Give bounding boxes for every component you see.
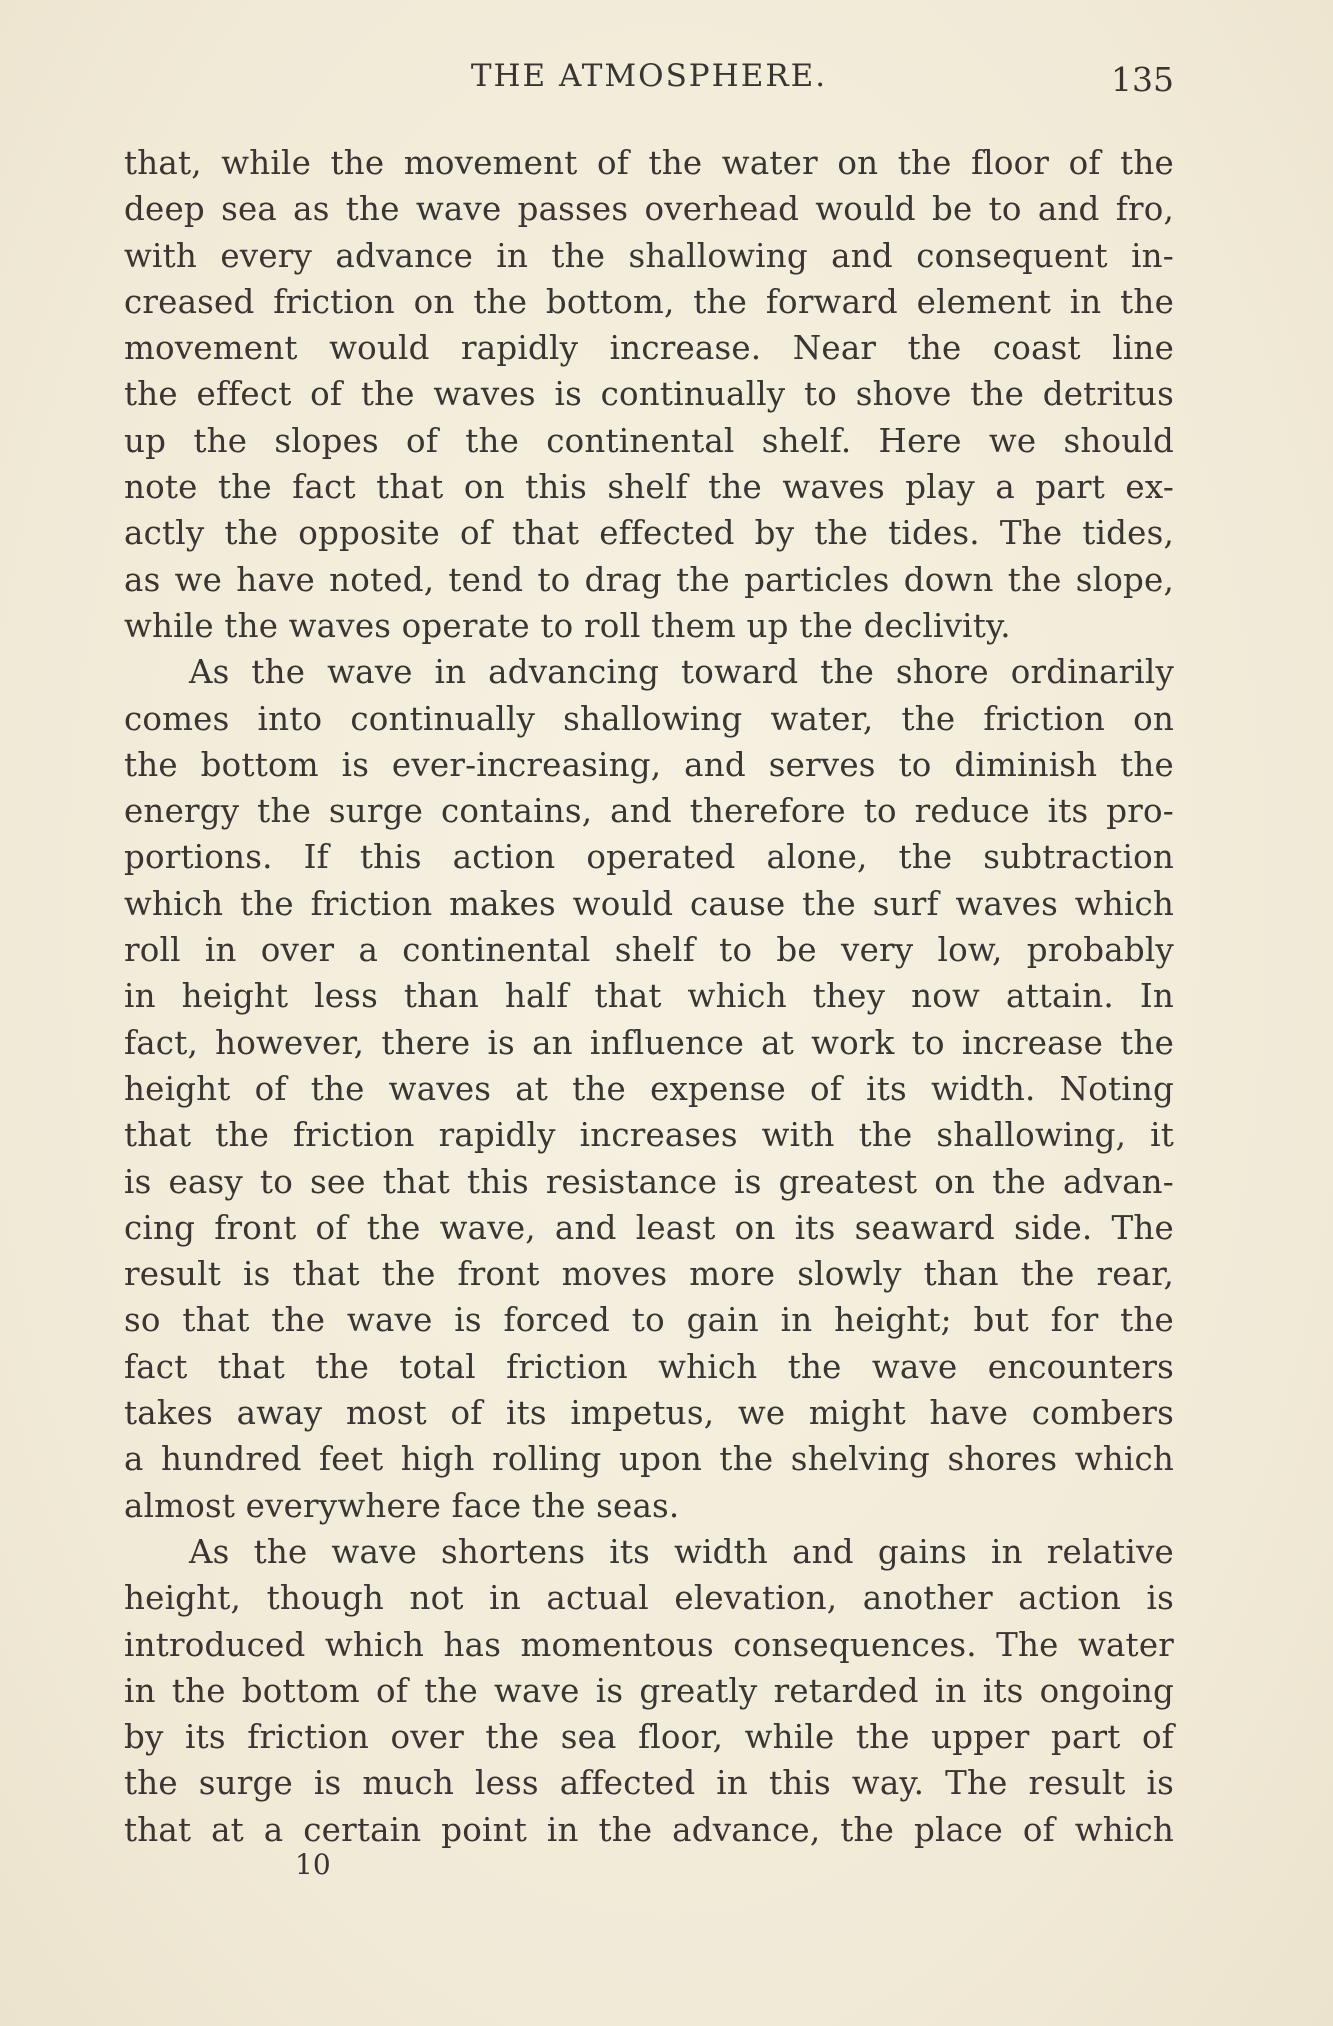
text-line: cing front of the wave, and least on its seaward side. The <box>124 1208 1174 1247</box>
text-line: is easy to see that this resistance is greatest on the advan- <box>124 1162 1174 1201</box>
text-line: that the friction rapidly increases with the shallowing, it <box>124 1116 1174 1155</box>
page-number: 135 <box>1111 60 1174 99</box>
text-line: deep sea as the wave passes overhead would be to and fro, <box>124 190 1174 229</box>
text-line: movement would rapidly increase. Near the coast line <box>124 329 1174 368</box>
text-line: which the friction makes would cause the surf waves which <box>124 884 1174 923</box>
text-line: roll in over a continental shelf to be very low, probably <box>124 931 1174 970</box>
text-line: with every advance in the shallowing and consequent in- <box>124 236 1174 275</box>
text-line: height of the waves at the expense of its width. Noting <box>124 1069 1174 1108</box>
text-line: the effect of the waves is continually to shove the detritus <box>124 375 1174 414</box>
text-line: note the fact that on this shelf the waves play a part ex- <box>124 468 1174 507</box>
body-text <box>124 140 1174 1853</box>
text-line: takes away most of its impetus, we might have combers <box>124 1394 1174 1433</box>
text-line: as we have noted, tend to drag the particles down the slope, <box>124 560 1174 599</box>
text-line: As the wave in advancing toward the shore ordinarily <box>189 653 1174 692</box>
text-line: creased friction on the bottom, the forward element in the <box>124 282 1174 321</box>
text-line: that at a certain point in the advance, the place of which <box>124 1810 1174 1849</box>
text-line: energy the surge contains, and therefore to reduce its pro- <box>124 792 1174 831</box>
text-line: height, though not in actual elevation, another action is <box>124 1579 1174 1618</box>
page-header <box>124 52 1174 102</box>
signature-mark: 10 <box>295 1848 331 1881</box>
text-line: that, while the movement of the water on the floor of the <box>124 144 1174 182</box>
running-head: THE ATMOSPHERE. <box>470 58 828 94</box>
text-line: introduced which has momentous consequences. The water <box>124 1625 1174 1664</box>
text-line: As the wave shortens its width and gains in relative <box>189 1532 1174 1571</box>
text-line: portions. If this action operated alone, the subtraction <box>124 838 1174 877</box>
text-line: fact that the total friction which the wave encounters <box>124 1347 1174 1386</box>
text-line: while the waves operate to roll them up the declivity. <box>124 606 1011 645</box>
text-line: the bottom is ever-increasing, and serves to diminish the <box>124 745 1174 784</box>
text-line: so that the wave is forced to gain in height; but for the <box>124 1301 1174 1340</box>
text-line: a hundred feet high rolling upon the shelving shores which <box>124 1440 1174 1479</box>
text-line: by its friction over the sea floor, while the upper part of <box>124 1718 1174 1757</box>
text-line: in height less than half that which they now attain. In <box>124 977 1174 1016</box>
text-line: in the bottom of the wave is greatly retarded in its ongoing <box>124 1671 1174 1710</box>
text-line: up the slopes of the continental shelf. Here we should <box>124 421 1174 460</box>
text-line: fact, however, there is an influence at work to increase the <box>124 1023 1174 1062</box>
text-line: actly the opposite of that effected by the tides. The tides, <box>124 514 1174 553</box>
text-line: comes into continually shallowing water, the friction on <box>124 699 1174 738</box>
text-line: result is that the front moves more slowly than the rear, <box>124 1255 1174 1294</box>
text-line: almost everywhere face the seas. <box>124 1486 680 1525</box>
text-line: the surge is much less affected in this way. The result is <box>124 1764 1174 1803</box>
